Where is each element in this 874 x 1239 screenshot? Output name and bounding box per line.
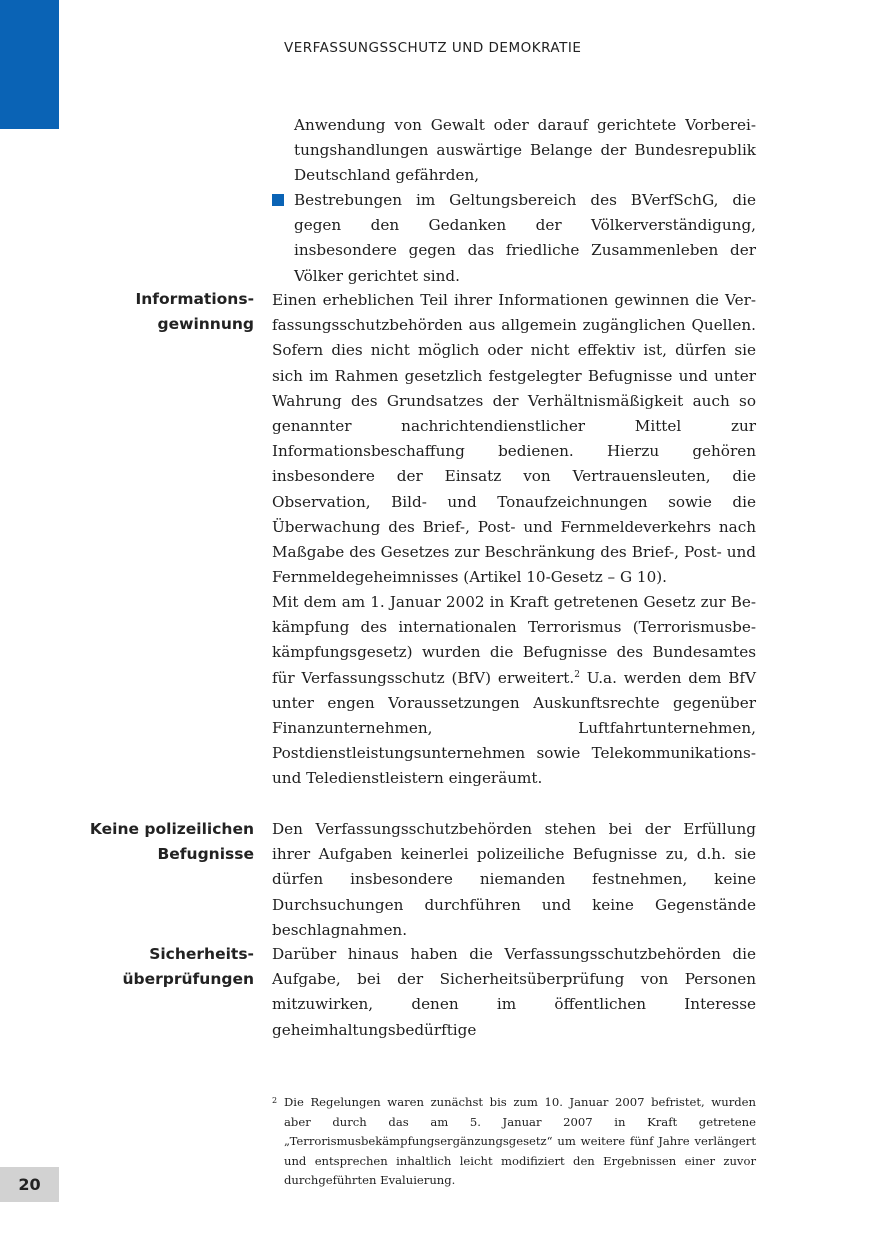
bullet-square-icon	[272, 194, 284, 206]
intro-continuation-text: Anwendung von Gewalt oder darauf gerichtete Vorbereitungshandlungen auswärtige Belange der Bundesrepublik Deutschland gefährden,	[294, 116, 756, 185]
page-number: 20	[0, 1167, 59, 1202]
side-heading-line: Befugnisse	[157, 845, 254, 864]
paragraph-informationsgewinnung-2	[272, 590, 756, 792]
footnote-reference: 2	[574, 669, 580, 680]
side-heading-informationsgewinnung	[135, 287, 254, 337]
side-heading-line: Informations-	[135, 290, 254, 308]
side-heading-sicherheitsueberpruefungen	[122, 942, 254, 992]
running-header: VERFASSUNGSSCHUTZ UND DEMOKRATIE	[284, 40, 582, 56]
side-heading-keine-polizeilichen-befugnisse	[90, 817, 254, 867]
paragraph-text: U.a. werden dem BfV unter engen Voraussetzungen Auskunftsrechte gegenüber Finanzunternehmen, Luftfahrtunternehmen, Postdienstleistungsunternehmen sowie Telekommunikations- und Teledienstleistern eingeräumt.	[272, 668, 756, 788]
paragraph-sicherheitsueberpruefungen: Darüber hinaus haben die Verfassungsschutzbehörden die Aufgabe, bei der Sicherheitsüberprüfung von Personen mitzuwirken, denen im öffentlichen Interesse geheimhaltungsbedürftige	[272, 945, 756, 1039]
paragraph-keine-polizeilichen-befugnisse: Den Verfassungsschutzbehörden stehen bei der Erfüllung ihrer Aufgaben keinerlei polizeiliche Befugnisse zu, d.h. sie dürfen insbesondere niemanden festnehmen, keine Durchsuchungen durchführen und keine Gegenstände beschlagnahmen.	[272, 820, 756, 939]
paragraph-informationsgewinnung-1: Einen erheblichen Teil ihrer Informationen gewinnen die Verfassungsschutzbehörden aus allgemein zugänglichen Quellen. Sofern dies nicht möglich oder nicht effektiv ist, dürfen sie sich im Rahmen gesetzlich festgelegter Befugnisse und unter Wahrung des Grundsatzes der Verhältnismäßigkeit auch so genannter nachrichtendienstlicher Mittel zur Informationsbeschaffung bedienen. Hierzu gehören insbesondere der Einsatz von Vertrauensleuten, die Observation, Bild- und Tonaufzeichnungen sowie die Überwachung des Brief-, Post- und Fernmeldeverkehrs nach Maßgabe des Gesetzes zur Beschränkung des Brief-, Post- und Fernmeldegeheimnisses (Artikel 10-Gesetz – G 10).	[272, 291, 756, 587]
side-heading-line: überprüfungen	[122, 970, 254, 989]
footnote	[272, 1093, 756, 1191]
side-heading-line: Sicherheits-	[149, 945, 254, 963]
chapter-color-tab	[0, 0, 59, 129]
side-heading-line: gewinnung	[157, 315, 254, 334]
bullet-item-text: Bestrebungen im Geltungsbereich des BVerfSchG, die gegen den Gedanken der Völkerverständigung, insbesondere gegen das friedliche Zusammenleben der Völker gerichtet sind.	[294, 191, 756, 285]
footnote-marker: 2	[272, 1096, 278, 1105]
footnote-text: Die Regelungen waren zunächst bis zum 10. Januar 2007 befristet, wurden aber durch das am 5. Januar 2007 in Kraft getretene „Terrorismusbekämpfungsergänzungsgesetz“ um weitere fünf Jahre verlängert und entsprechen inhaltlich leicht modifiziert den Ergebnissen einer zuvor durchgeführten Evaluierung.	[284, 1095, 756, 1188]
paragraph-text: Mit dem am 1. Januar 2002 in Kraft getretenen Gesetz zur Bekämpfung des internationalen Terrorismus (Terrorismusbekämpfungsgesetz) wurden die Befugnisse des Bundesamtes für Verfassungsschutz (BfV) erweitert.	[272, 593, 756, 687]
side-heading-line: Keine polizeilichen	[89, 820, 254, 838]
